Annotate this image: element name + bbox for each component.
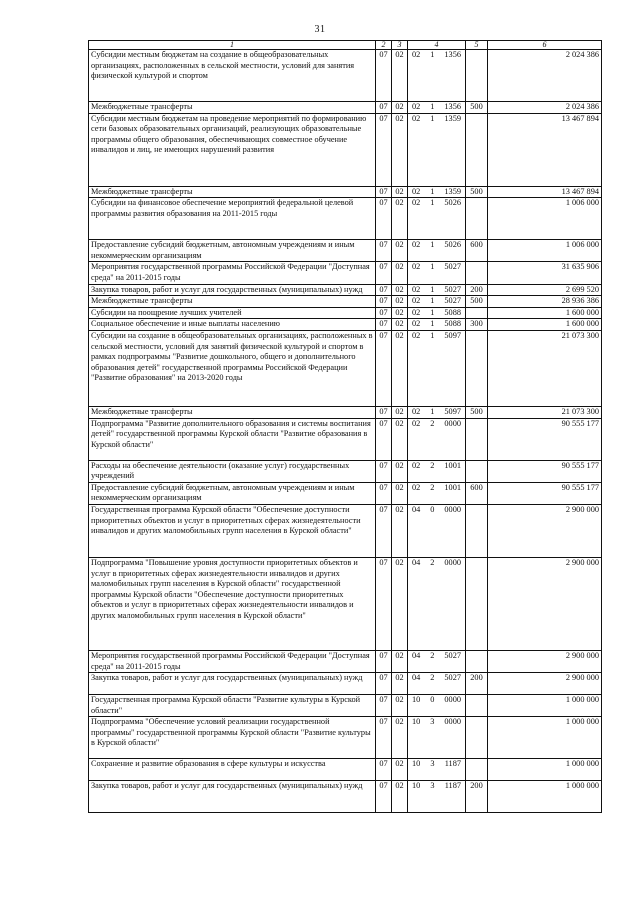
target-article-parts	[410, 187, 463, 198]
row-amount: 90 555 177	[488, 460, 602, 482]
row-name: Государственная программа Курской области "Развитие культуры в Курской области"	[89, 695, 376, 717]
row-expense-type	[466, 307, 488, 319]
target-article-part: 10	[412, 759, 421, 769]
row-name: Подпрограмма "Развитие дополнительного образования и системы воспитания детей" государственной программы Курской области "Развитие образования в Курской области"	[89, 418, 376, 460]
target-article-part: 02	[412, 186, 421, 196]
target-article-part: 0000	[444, 717, 461, 727]
row-amount: 21 073 300	[488, 406, 602, 418]
row-expense-type	[466, 504, 488, 557]
row-expense-type	[466, 650, 488, 672]
header-cell: 4	[408, 41, 466, 50]
row-expense-type	[466, 50, 488, 102]
row-expense-type: 200	[466, 284, 488, 296]
row-target-article	[408, 330, 466, 406]
target-article-part: 3	[430, 759, 435, 769]
row-target-article	[408, 650, 466, 672]
table-row	[89, 50, 602, 102]
row-section: 07	[376, 330, 392, 406]
target-article-part: 04	[412, 673, 421, 683]
row-expense-type: 500	[466, 296, 488, 308]
row-section: 07	[376, 296, 392, 308]
target-article-part: 1	[430, 102, 435, 111]
row-section: 07	[376, 673, 392, 695]
row-amount: 2 900 000	[488, 650, 602, 672]
table-row	[89, 186, 602, 198]
row-section: 07	[376, 781, 392, 813]
budget-table	[88, 40, 602, 813]
row-expense-type: 600	[466, 240, 488, 262]
row-amount: 1 000 000	[488, 781, 602, 813]
row-amount: 31 635 906	[488, 262, 602, 284]
row-expense-type	[466, 262, 488, 284]
row-subsection: 02	[392, 650, 408, 672]
row-target-article	[408, 113, 466, 186]
target-article-parts	[410, 419, 463, 430]
target-article-part: 02	[412, 198, 421, 208]
target-article-part: 5026	[444, 198, 461, 208]
row-amount: 1 006 000	[488, 240, 602, 262]
target-article-part: 02	[412, 307, 421, 317]
target-article-part: 1	[430, 307, 435, 317]
row-name: Межбюджетные трансферты	[89, 406, 376, 418]
row-expense-type: 200	[466, 673, 488, 695]
target-article-parts	[410, 50, 463, 61]
row-section: 07	[376, 102, 392, 114]
row-name: Закупка товаров, работ и услуг для государственных (муниципальных) нужд	[89, 781, 376, 813]
row-section: 07	[376, 50, 392, 102]
table-row	[89, 330, 602, 406]
row-expense-type	[466, 198, 488, 240]
row-amount: 90 555 177	[488, 482, 602, 504]
row-expense-type	[466, 759, 488, 781]
target-article-part: 2	[430, 557, 435, 567]
row-target-article	[408, 460, 466, 482]
row-name: Мероприятия государственной программы Российской Федерации "Доступная среда" на 2011-2015 годы	[89, 650, 376, 672]
row-section: 07	[376, 284, 392, 296]
table-row	[89, 460, 602, 482]
target-article-part: 10	[412, 695, 421, 705]
target-article-part: 0000	[444, 695, 461, 705]
row-name: Социальное обеспечение и иные выплаты населению	[89, 319, 376, 331]
row-section: 07	[376, 504, 392, 557]
row-section: 07	[376, 186, 392, 198]
table-row	[89, 284, 602, 296]
row-subsection: 02	[392, 695, 408, 717]
row-subsection: 02	[392, 482, 408, 504]
target-article-part: 1	[430, 284, 435, 294]
table-row	[89, 695, 602, 717]
target-article-part: 1	[430, 186, 435, 196]
table-row	[89, 557, 602, 650]
row-section: 07	[376, 319, 392, 331]
target-article-part: 0000	[444, 504, 461, 514]
target-article-parts	[410, 319, 463, 330]
target-article-part: 1	[430, 319, 435, 329]
row-target-article	[408, 198, 466, 240]
row-amount: 21 073 300	[488, 330, 602, 406]
target-article-parts	[410, 296, 463, 307]
row-section: 07	[376, 418, 392, 460]
row-amount: 2 900 000	[488, 557, 602, 650]
row-target-article	[408, 319, 466, 331]
row-amount: 1 000 000	[488, 717, 602, 759]
table-row	[89, 102, 602, 114]
target-article-part: 0000	[444, 418, 461, 428]
target-article-parts	[410, 407, 463, 418]
target-article-part: 02	[412, 50, 421, 59]
row-amount: 1 600 000	[488, 307, 602, 319]
row-section: 07	[376, 240, 392, 262]
row-expense-type	[466, 330, 488, 406]
row-expense-type: 200	[466, 781, 488, 813]
row-section: 07	[376, 482, 392, 504]
target-article-part: 1001	[444, 482, 461, 492]
target-article-part: 10	[412, 781, 421, 791]
row-subsection: 02	[392, 330, 408, 406]
target-article-part: 02	[412, 418, 421, 428]
row-expense-type: 500	[466, 406, 488, 418]
target-article-part: 1187	[444, 759, 461, 769]
table-row	[89, 504, 602, 557]
table-header-row	[89, 41, 602, 50]
row-amount: 2 900 000	[488, 504, 602, 557]
target-article-part: 2	[430, 650, 435, 660]
target-article-part: 5027	[444, 296, 461, 306]
row-amount: 2 024 386	[488, 50, 602, 102]
table-row	[89, 198, 602, 240]
row-target-article	[408, 673, 466, 695]
row-section: 07	[376, 650, 392, 672]
row-section: 07	[376, 759, 392, 781]
row-subsection: 02	[392, 460, 408, 482]
target-article-part: 02	[412, 113, 421, 123]
row-target-article	[408, 406, 466, 418]
row-target-article	[408, 102, 466, 114]
row-target-article	[408, 50, 466, 102]
row-target-article	[408, 186, 466, 198]
row-name: Предоставление субсидий бюджетным, автономным учреждениям и иным некоммерческим организациям	[89, 240, 376, 262]
row-subsection: 02	[392, 406, 408, 418]
row-expense-type	[466, 113, 488, 186]
target-article-parts	[410, 781, 463, 792]
row-subsection: 02	[392, 673, 408, 695]
target-article-part: 2	[430, 673, 435, 683]
header-cell: 3	[392, 41, 408, 50]
target-article-parts	[410, 505, 463, 516]
row-subsection: 02	[392, 504, 408, 557]
target-article-part: 2	[430, 482, 435, 492]
row-expense-type	[466, 557, 488, 650]
row-expense-type: 300	[466, 319, 488, 331]
target-article-part: 2	[430, 418, 435, 428]
row-amount: 2 699 520	[488, 284, 602, 296]
row-subsection: 02	[392, 717, 408, 759]
row-target-article	[408, 296, 466, 308]
table-row	[89, 406, 602, 418]
row-amount: 90 555 177	[488, 418, 602, 460]
target-article-part: 3	[430, 781, 435, 791]
row-subsection: 02	[392, 418, 408, 460]
target-article-part: 02	[412, 240, 421, 250]
target-article-part: 04	[412, 504, 421, 514]
page-number: 31	[314, 24, 326, 35]
row-name: Субсидии местным бюджетам на создание в общеобразовательных организациях, расположенных в сельской местности, условий для занятия физической культурой и спортом	[89, 50, 376, 102]
target-article-part: 04	[412, 557, 421, 567]
target-article-part: 1	[430, 240, 435, 250]
row-expense-type	[466, 418, 488, 460]
table-row	[89, 319, 602, 331]
target-article-part: 5097	[444, 406, 461, 416]
header-cell: 5	[466, 41, 488, 50]
row-amount: 2 024 386	[488, 102, 602, 114]
target-article-part: 5027	[444, 262, 461, 272]
table-row	[89, 781, 602, 813]
table-row	[89, 240, 602, 262]
target-article-part: 02	[412, 319, 421, 329]
target-article-part: 1356	[444, 102, 461, 111]
row-section: 07	[376, 717, 392, 759]
row-name: Мероприятия государственной программы Российской Федерации "Доступная среда" на 2011-2015 годы	[89, 262, 376, 284]
row-amount: 28 936 386	[488, 296, 602, 308]
target-article-part: 04	[412, 650, 421, 660]
row-name: Подпрограмма "Обеспечение условий реализации государственной программы" государственной программы Курской области "Развитие культуры в Курской области"	[89, 717, 376, 759]
row-expense-type	[466, 695, 488, 717]
row-target-article	[408, 504, 466, 557]
target-article-part: 5027	[444, 650, 461, 660]
row-target-article	[408, 284, 466, 296]
row-name: Межбюджетные трансферты	[89, 296, 376, 308]
row-subsection: 02	[392, 50, 408, 102]
target-article-parts	[410, 198, 463, 209]
target-article-parts	[410, 651, 463, 662]
target-article-parts	[410, 483, 463, 494]
table-row	[89, 296, 602, 308]
target-article-part: 02	[412, 102, 421, 111]
row-name: Субсидии на создание в общеобразовательных организациях, расположенных в сельской местности, условий для занятий физической культурой и спортом в рамках подпрограммы "Развитие дошкольного, общего и дополнительного образования детей" государственной программы Российской Федерации "Развитие образования" на 2013-2020 годы	[89, 330, 376, 406]
row-subsection: 02	[392, 262, 408, 284]
target-article-part: 3	[430, 717, 435, 727]
header-cell: 1	[89, 41, 376, 50]
header-cell: 2	[376, 41, 392, 50]
row-target-article	[408, 482, 466, 504]
row-subsection: 02	[392, 284, 408, 296]
target-article-part: 1	[430, 198, 435, 208]
row-target-article	[408, 557, 466, 650]
row-amount: 1 600 000	[488, 319, 602, 331]
table-row	[89, 113, 602, 186]
row-target-article	[408, 781, 466, 813]
target-article-parts	[410, 114, 463, 125]
row-expense-type	[466, 460, 488, 482]
table-row	[89, 759, 602, 781]
row-target-article	[408, 262, 466, 284]
row-name: Закупка товаров, работ и услуг для государственных (муниципальных) нужд	[89, 284, 376, 296]
target-article-part: 1359	[444, 186, 461, 196]
row-subsection: 02	[392, 102, 408, 114]
row-amount: 13 467 894	[488, 186, 602, 198]
row-section: 07	[376, 307, 392, 319]
row-section: 07	[376, 406, 392, 418]
row-section: 07	[376, 198, 392, 240]
target-article-part: 02	[412, 460, 421, 470]
row-name: Субсидии на поощрение лучших учителей	[89, 307, 376, 319]
target-article-part: 1359	[444, 113, 461, 123]
row-name: Закупка товаров, работ и услуг для государственных (муниципальных) нужд	[89, 673, 376, 695]
table-row	[89, 482, 602, 504]
row-target-article	[408, 418, 466, 460]
row-subsection: 02	[392, 307, 408, 319]
target-article-parts	[410, 331, 463, 342]
row-target-article	[408, 240, 466, 262]
table-row	[89, 307, 602, 319]
target-article-part: 2	[430, 460, 435, 470]
row-name: Межбюджетные трансферты	[89, 102, 376, 114]
row-amount: 2 900 000	[488, 673, 602, 695]
target-article-part: 02	[412, 296, 421, 306]
target-article-part: 1	[430, 296, 435, 306]
target-article-part: 1	[430, 330, 435, 340]
target-article-parts	[410, 262, 463, 273]
row-amount: 1 000 000	[488, 695, 602, 717]
target-article-part: 02	[412, 284, 421, 294]
target-article-part: 02	[412, 330, 421, 340]
target-article-parts	[410, 285, 463, 296]
table-row	[89, 262, 602, 284]
row-target-article	[408, 307, 466, 319]
row-target-article	[408, 759, 466, 781]
row-name: Межбюджетные трансферты	[89, 186, 376, 198]
row-name: Сохранение и развитие образования в сфере культуры и искусства	[89, 759, 376, 781]
table-row	[89, 418, 602, 460]
row-subsection: 02	[392, 557, 408, 650]
target-article-part: 02	[412, 262, 421, 272]
target-article-part: 1356	[444, 50, 461, 59]
target-article-parts	[410, 673, 463, 684]
row-target-article	[408, 717, 466, 759]
row-name: Субсидии местным бюджетам на проведение мероприятий по формированию сети базовых образовательных организаций, реализующих образовательные программы общего образования, обеспечивающих совместное обучение инвалидов и лиц, не имеющих нарушений развития	[89, 113, 376, 186]
table-row	[89, 650, 602, 672]
row-subsection: 02	[392, 186, 408, 198]
row-subsection: 02	[392, 759, 408, 781]
target-article-parts	[410, 461, 463, 472]
row-name: Предоставление субсидий бюджетным, автономным учреждениям и иным некоммерческим организациям	[89, 482, 376, 504]
row-subsection: 02	[392, 113, 408, 186]
target-article-part: 1	[430, 50, 435, 59]
target-article-parts	[410, 717, 463, 728]
row-section: 07	[376, 557, 392, 650]
target-article-part: 5027	[444, 284, 461, 294]
row-expense-type	[466, 717, 488, 759]
target-article-part: 02	[412, 482, 421, 492]
target-article-part: 5088	[444, 319, 461, 329]
target-article-part: 1001	[444, 460, 461, 470]
target-article-part: 0	[430, 695, 435, 705]
row-section: 07	[376, 460, 392, 482]
target-article-parts	[410, 759, 463, 770]
row-subsection: 02	[392, 296, 408, 308]
row-subsection: 02	[392, 198, 408, 240]
target-article-part: 5026	[444, 240, 461, 250]
row-name: Государственная программа Курской области "Обеспечение доступности приоритетных объектов и услуг в приоритетных сферах жизнедеятельности инвалидов и других маломобильных групп населения в Курской области"	[89, 504, 376, 557]
target-article-part: 5097	[444, 330, 461, 340]
target-article-part: 0	[430, 504, 435, 514]
row-subsection: 02	[392, 319, 408, 331]
row-expense-type: 500	[466, 102, 488, 114]
target-article-part: 10	[412, 717, 421, 727]
target-article-parts	[410, 308, 463, 319]
row-section: 07	[376, 113, 392, 186]
target-article-part: 1	[430, 262, 435, 272]
target-article-part: 1	[430, 406, 435, 416]
target-article-parts	[410, 102, 463, 113]
row-amount: 1 006 000	[488, 198, 602, 240]
target-article-part: 1187	[444, 781, 461, 791]
row-section: 07	[376, 262, 392, 284]
target-article-parts	[410, 695, 463, 706]
row-target-article	[408, 695, 466, 717]
target-article-part: 02	[412, 406, 421, 416]
row-name: Расходы на обеспечение деятельности (оказание услуг) государственных учреждений	[89, 460, 376, 482]
row-name: Подпрограмма "Повышение уровня доступности приоритетных объектов и услуг в приоритетных сферах жизнедеятельности инвалидов и других маломобильных групп населения в Курской области" государственной программы Курской области "Обеспечение доступности приоритетных объектов и услуг в приоритетных сферах жизнедеятельности инвалидов и других маломобильных групп населения в Курской области"	[89, 557, 376, 650]
row-subsection: 02	[392, 781, 408, 813]
target-article-parts	[410, 240, 463, 251]
row-amount: 13 467 894	[488, 113, 602, 186]
row-expense-type: 600	[466, 482, 488, 504]
row-expense-type: 500	[466, 186, 488, 198]
target-article-part: 5088	[444, 307, 461, 317]
target-article-part: 5027	[444, 673, 461, 683]
header-cell: 6	[488, 41, 602, 50]
row-subsection: 02	[392, 240, 408, 262]
target-article-parts	[410, 558, 463, 569]
target-article-part: 1	[430, 113, 435, 123]
target-article-part: 0000	[444, 557, 461, 567]
table-row	[89, 673, 602, 695]
row-section: 07	[376, 695, 392, 717]
table-row	[89, 717, 602, 759]
row-name: Субсидии на финансовое обеспечение мероприятий федеральной целевой программы развития образования на 2011-2015 годы	[89, 198, 376, 240]
row-amount: 1 000 000	[488, 759, 602, 781]
